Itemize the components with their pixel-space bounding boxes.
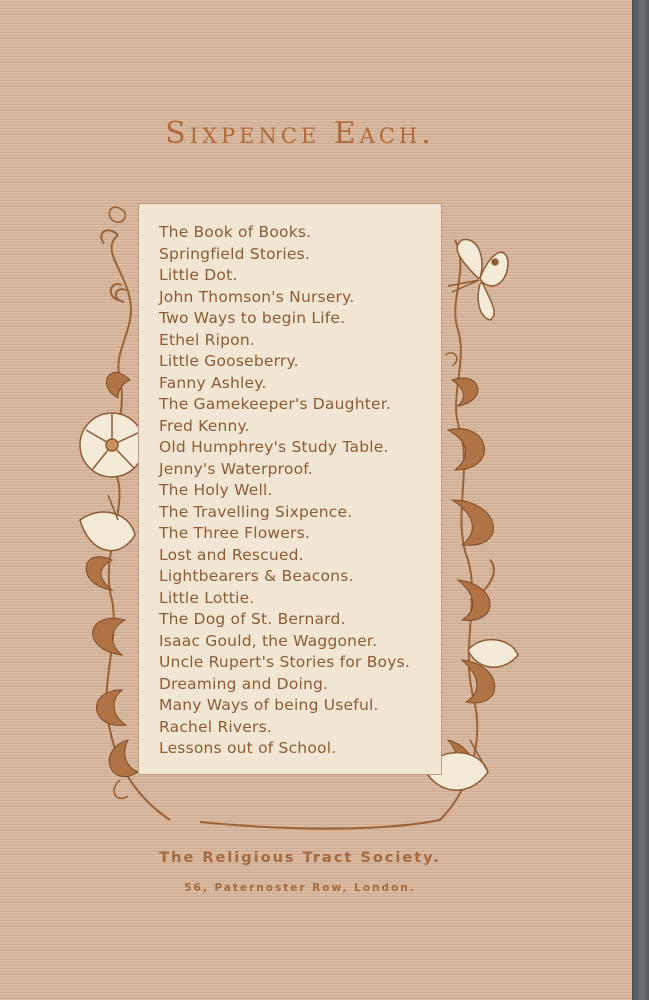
spine-edge — [632, 0, 649, 1000]
list-item: Fanny Ashley. — [159, 373, 267, 392]
publisher-address: 56, Paternoster Row, London. — [184, 882, 416, 894]
list-item: The Holy Well. — [159, 481, 273, 499]
list-item: Old Humphrey's Study Table. — [159, 438, 389, 456]
list-item: Two Ways to begin Life. — [159, 309, 346, 327]
list-item: The Book of Books. — [159, 223, 312, 241]
list-item: Little Gooseberry. — [159, 352, 299, 370]
list-item: Little Lottie. — [159, 588, 255, 607]
list-item: Lightbearers & Beacons. — [159, 567, 354, 585]
list-item: The Gamekeeper's Daughter. — [159, 395, 392, 413]
list-item: The Three Flowers. — [159, 524, 310, 542]
price-heading: Sixpence Each. — [165, 116, 435, 151]
list-item: Lost and Rescued. — [159, 545, 304, 564]
list-item: John Thomson's Nursery. — [159, 287, 355, 306]
list-item: The Travelling Sixpence. — [159, 502, 353, 521]
list-item: Many Ways of being Useful. — [159, 696, 379, 714]
list-item: Fred Kenny. — [159, 416, 250, 435]
butterfly-icon — [448, 240, 508, 320]
list-item: Springfield Stories. — [159, 244, 311, 263]
list-item: Uncle Rupert's Stories for Boys. — [159, 653, 410, 671]
list-item: Little Dot. — [159, 266, 238, 284]
list-item: The Dog of St. Bernard. — [159, 610, 346, 628]
list-item: Jenny's Waterproof. — [159, 459, 313, 478]
list-item: Ethel Ripon. — [159, 330, 256, 349]
publisher-name: The Religious Tract Society. — [159, 850, 441, 866]
list-item: Isaac Gould, the Waggoner. — [159, 631, 378, 650]
list-item: Rachel Rivers. — [159, 717, 273, 736]
book-title-list — [159, 222, 410, 760]
list-item: Dreaming and Doing. — [159, 674, 329, 693]
list-item: Lessons out of School. — [159, 739, 337, 757]
